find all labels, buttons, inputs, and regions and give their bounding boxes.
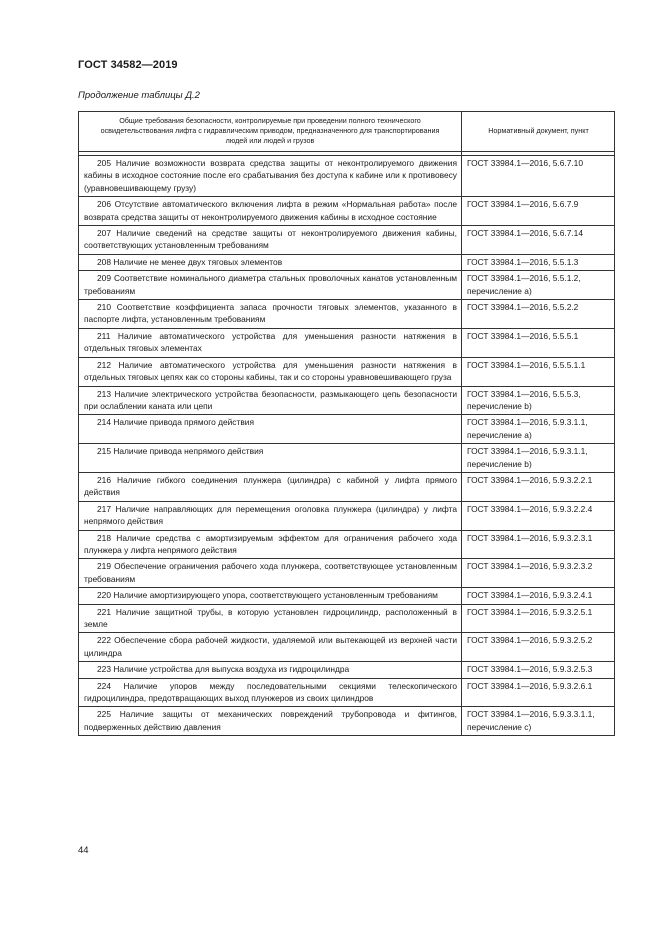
item-number: 223 xyxy=(97,664,111,675)
reference-cell: ГОСТ 33984.1—2016, 5.9.3.2.2.4 xyxy=(462,501,615,530)
requirement-cell xyxy=(79,501,462,530)
requirement-cell xyxy=(79,472,462,501)
requirement-text: Соответствие номинального диаметра стальных проволочных канатов установленным требованиям xyxy=(84,273,458,296)
reference-cell: ГОСТ 33984.1—2016, 5.9.3.2.5.2 xyxy=(462,633,615,662)
requirement-cell xyxy=(79,197,462,226)
requirement-cell xyxy=(79,530,462,559)
requirement-cell xyxy=(79,386,462,415)
item-number: 212 xyxy=(97,359,111,370)
requirement-text: Наличие упоров между последовательными секциями телескопического гидроцилиндра, предотвращающих выход плунжеров из своих цилиндров xyxy=(84,680,458,704)
table-row xyxy=(79,604,615,633)
requirement-text: Наличие защитной трубы, в которую установлен гидроцилиндр, расположенный в земле xyxy=(84,606,457,629)
requirement-text: Наличие автоматического устройства для уменьшения разности натяжения в отдельных тяговых цепях как со стороны кабины, так и со стороны уравновешивающего груза xyxy=(84,359,457,383)
requirement-cell xyxy=(79,707,462,736)
reference-cell: ГОСТ 33984.1—2016, 5.5.1.3 xyxy=(462,254,615,270)
item-number: 211 xyxy=(97,330,111,341)
table-row xyxy=(79,357,615,386)
item-number: 214 xyxy=(97,417,111,428)
table-row xyxy=(79,197,615,226)
table-row xyxy=(79,156,615,197)
requirement-cell xyxy=(79,588,462,604)
item-number: 221 xyxy=(97,606,111,617)
item-number: 217 xyxy=(97,503,111,514)
item-number: 206 xyxy=(97,199,111,210)
table-row xyxy=(79,300,615,329)
requirement-cell xyxy=(79,444,462,473)
item-number: 208 xyxy=(97,256,111,267)
reference-cell: ГОСТ 33984.1—2016, 5.5.2.2 xyxy=(462,300,615,329)
requirement-text: Наличие не менее двух тяговых элементов xyxy=(113,256,283,267)
requirement-text: Наличие защиты от механических повреждений трубопровода и фитингов, подверженных действию давления xyxy=(84,709,457,732)
reference-cell: ГОСТ 33984.1—2016, 5.9.3.1.1, перечисление а) xyxy=(462,415,615,444)
item-number: 205 xyxy=(97,158,111,168)
table-row xyxy=(79,472,615,501)
table-row xyxy=(79,328,615,357)
table-body xyxy=(79,156,615,736)
table-row xyxy=(79,501,615,530)
reference-cell: ГОСТ 33984.1—2016, 5.9.3.2.6.1 xyxy=(462,678,615,707)
table-row xyxy=(79,559,615,588)
document-id: ГОСТ 34582—2019 xyxy=(78,59,178,71)
reference-cell: ГОСТ 33984.1—2016, 5.9.3.2.4.1 xyxy=(462,588,615,604)
table-row xyxy=(79,444,615,473)
requirement-cell xyxy=(79,662,462,678)
reference-cell: ГОСТ 33984.1—2016, 5.6.7.10 xyxy=(462,156,615,197)
reference-cell: ГОСТ 33984.1—2016, 5.9.3.2.2.1 xyxy=(462,472,615,501)
table-row xyxy=(79,678,615,707)
requirement-text: Наличие привода прямого действия xyxy=(113,417,254,428)
table-row xyxy=(79,254,615,270)
requirement-cell xyxy=(79,226,462,255)
column-header-reference: Нормативный документ, пункт xyxy=(462,112,615,152)
reference-cell: ГОСТ 33984.1—2016, 5.5.5.3, перечисление b) xyxy=(462,386,615,415)
item-number: 225 xyxy=(97,709,111,720)
item-number: 222 xyxy=(97,635,111,646)
item-number: 210 xyxy=(97,302,111,313)
table-row xyxy=(79,530,615,559)
reference-cell: ГОСТ 33984.1—2016, 5.9.3.2.3.2 xyxy=(462,559,615,588)
reference-cell: ГОСТ 33984.1—2016, 5.9.3.3.1.1, перечисление с) xyxy=(462,707,615,736)
reference-cell: ГОСТ 33984.1—2016, 5.6.7.9 xyxy=(462,197,615,226)
reference-cell: ГОСТ 33984.1—2016, 5.5.5.1.1 xyxy=(462,357,615,386)
item-number: 220 xyxy=(97,590,111,601)
reference-cell: ГОСТ 33984.1—2016, 5.9.3.2.3.1 xyxy=(462,530,615,559)
reference-cell: ГОСТ 33984.1—2016, 5.9.3.1.1, перечисление b) xyxy=(462,444,615,473)
item-number: 218 xyxy=(97,532,111,543)
reference-cell: ГОСТ 33984.1—2016, 5.9.3.2.5.1 xyxy=(462,604,615,633)
requirement-cell xyxy=(79,559,462,588)
column-header-requirements: Общие требования безопасности, контролируемые при проведении полного технического освидетельствования лифта с гидравлическим приводом, предназначенного для транспортирования людей или людей и грузов xyxy=(79,112,462,152)
requirement-cell xyxy=(79,271,462,300)
requirement-cell xyxy=(79,633,462,662)
requirement-cell xyxy=(79,678,462,707)
requirement-text: Обеспечение ограничения рабочего хода плунжера, соответствующее установленным требованиям xyxy=(84,561,457,584)
requirement-cell xyxy=(79,156,462,197)
table-row xyxy=(79,271,615,300)
requirement-text: Наличие амортизирующего упора, соответствующего установленным требованиям xyxy=(113,590,438,601)
requirement-text: Обеспечение сбора рабочей жидкости, удаляемой или вытекающей из верхней части цилиндра xyxy=(84,635,458,658)
table-caption: Продолжение таблицы Д.2 xyxy=(78,90,200,101)
requirement-cell xyxy=(79,415,462,444)
item-number: 209 xyxy=(97,273,111,284)
table-row xyxy=(79,633,615,662)
reference-cell: ГОСТ 33984.1—2016, 5.9.3.2.5.3 xyxy=(462,662,615,678)
requirement-text: Наличие привода непрямого действия xyxy=(113,446,264,457)
table-row xyxy=(79,226,615,255)
requirement-text: Наличие электрического устройства безопасности, размыкающего цепь безопасности при ослаблении каната или цепи xyxy=(84,388,457,411)
item-number: 219 xyxy=(97,561,111,572)
reference-cell: ГОСТ 33984.1—2016, 5.6.7.14 xyxy=(462,226,615,255)
requirement-text: Наличие возможности возврата средства защиты от неконтролируемого движения кабины в исходное состояние после его срабатывания без доступа к кабине или к противовесу (уравновешивающему грузу) xyxy=(84,158,457,193)
table-row xyxy=(79,707,615,736)
requirement-text: Наличие сведений на средстве защиты от неконтролируемого движения кабины, соответствующих установленным требованиям xyxy=(84,228,458,251)
requirement-cell xyxy=(79,604,462,633)
requirement-cell xyxy=(79,357,462,386)
page-number: 44 xyxy=(78,845,89,856)
requirement-cell xyxy=(79,328,462,357)
requirement-text: Наличие гибкого соединения плунжера (цилиндра) с кабиной у лифта прямого действия xyxy=(84,474,457,498)
table-row xyxy=(79,588,615,604)
reference-cell: ГОСТ 33984.1—2016, 5.5.5.1 xyxy=(462,328,615,357)
item-number: 213 xyxy=(97,388,111,399)
requirement-text: Наличие устройства для выпуска воздуха из гидроцилиндра xyxy=(113,664,350,675)
requirement-text: Наличие автоматического устройства для уменьшения разности натяжения в отдельных тяговых элементах xyxy=(84,330,457,354)
table-row xyxy=(79,415,615,444)
requirement-cell xyxy=(79,254,462,270)
table-row xyxy=(79,386,615,415)
table-header-row xyxy=(79,112,615,152)
table-row xyxy=(79,662,615,678)
item-number: 224 xyxy=(97,680,111,691)
requirement-cell xyxy=(79,300,462,329)
item-number: 216 xyxy=(97,474,111,485)
requirement-text: Наличие направляющих для перемещения оголовка плунжера (цилиндра) у лифта непрямого действия xyxy=(84,503,458,527)
item-number: 207 xyxy=(97,228,111,239)
item-number: 215 xyxy=(97,446,111,457)
requirement-text: Отсутствие автоматического включения лифта в режим «Нормальная работа» после возврата средства защиты от неконтролируемого движения кабины в исходное состояние xyxy=(84,199,457,222)
reference-cell: ГОСТ 33984.1—2016, 5.5.1.2, перечисление а) xyxy=(462,271,615,300)
requirements-table xyxy=(78,111,615,736)
requirement-text: Соответствие коэффициента запаса прочности тяговых элементов, указанного в паспорте лифта, установленным требованиям xyxy=(84,302,457,325)
requirement-text: Наличие средства с амортизируемым эффектом для ограничения рабочего хода плунжера у лифта непрямого действия xyxy=(84,532,457,555)
